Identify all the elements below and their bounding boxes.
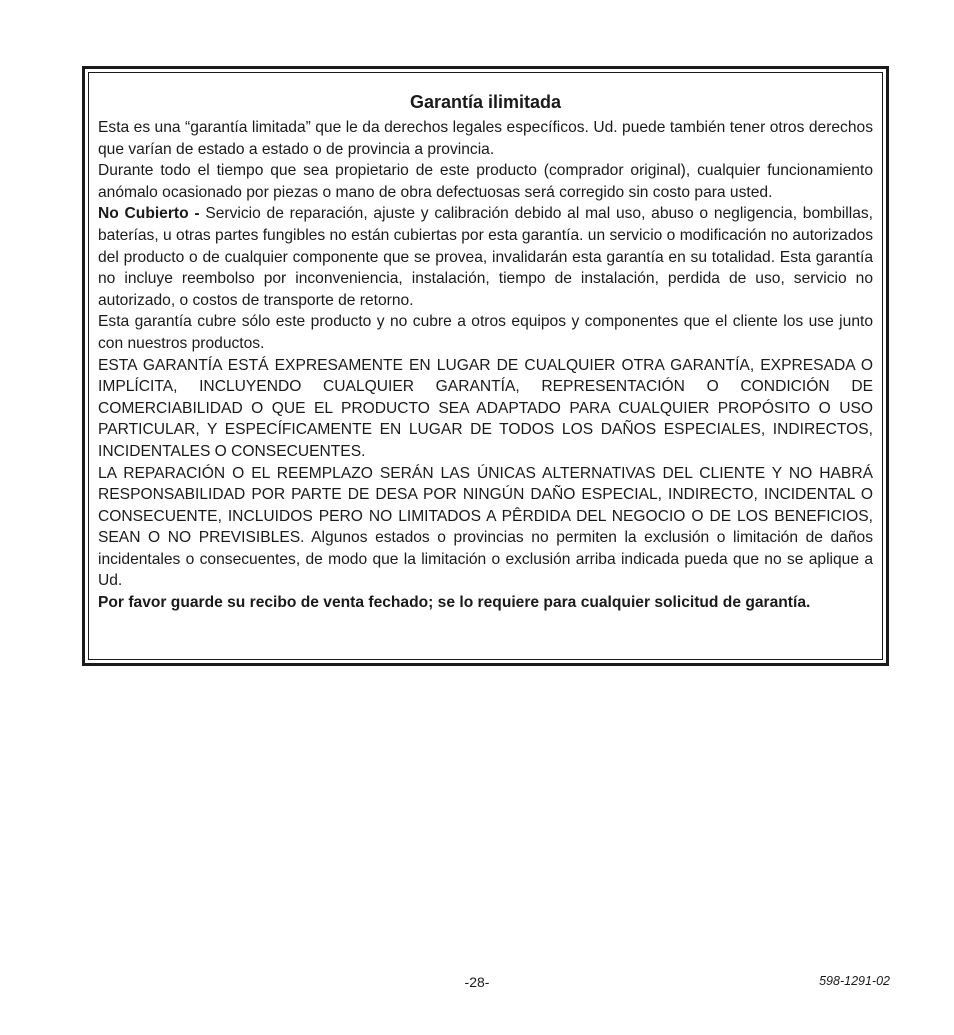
warranty-remedies: LA REPARACIÓN O EL REEMPLAZO SERÁN LAS ÚNICAS ALTERNATIVAS DEL CLIENTE Y NO HABRÁ RESPONSABILIDAD POR PARTE DE DESA POR NINGÚN DAÑO ESPECIAL, INDIRECTO, INCIDENTAL O CONSECUENTE, INCLUIDOS PERO NO LIMITADOS A PÊRDIDA DEL NEGOCIO O DE LOS BENEFICIOS, SEAN O NO PREVISIBLES. Algunos estados o provincias no permiten la exclusión o limitación de daños incidentales o consecuentes, de modo que la limitación o exclusión arriba indicada pueda que no se aplique a Ud. (98, 464, 873, 590)
warranty-exclusive: ESTA GARANTÍA ESTÁ EXPRESAMENTE EN LUGAR DE CUALQUIER OTRA GARANTÍA, EXPRESADA O IMPLÍCITA, INCLUYENDO CUALQUIER GARANTÍA, REPRESENTACIÓN O CONDICIÓN DE COMERCIABILIDAD O QUE EL PRODUCTO SEA ADAPTADO PARA CUALQUIER PROPÓSITO O USO PARTICULAR, Y ESPECÍFICAMENTE EN LUGAR DE TODOS LOS DAÑOS ESPECIALES, INDIRECTOS, INCIDENTALES O CONSECUENTES. (98, 356, 873, 460)
warranty-inner-frame (88, 72, 883, 660)
page-number: -28- (464, 974, 490, 990)
warranty-coverage: Durante todo el tiempo que sea propietario de este producto (comprador original), cualquier funcionamiento anómalo ocasionado por piezas o mano de obra defectuosas será corregido sin costo para usted. (98, 162, 873, 201)
warranty-not-covered (98, 203, 873, 311)
document-code: 598-1291-02 (819, 974, 890, 988)
warranty-title: Garantía ilimitada (409, 92, 562, 112)
not-covered-text: Servicio de reparación, ajuste y calibración debido al mal uso, abuso o negligencia, bombillas, baterías, u otras partes fungibles no están cubiertas por esta garantía. un servicio o modificación no autorizados del producto o de cualquier componente que se provea, invalidarán esta garantía en su totalidad. Esta garantía no incluye reembolso por inconveniencia, instalación, tiempo de instalación, perdida de uso, servicio no autorizado, o costos de transporte de retorno. (98, 205, 874, 309)
not-covered-label: No Cubierto - (98, 205, 200, 223)
warranty-closing: Por favor guarde su recibo de venta fechado; se lo requiere para cualquier solicitud de garantía. (98, 594, 811, 612)
warranty-box (82, 66, 889, 666)
warranty-scope: Esta garantía cubre sólo este producto y no cubre a otros equipos y componentes que el cliente los use junto con nuestros productos. (98, 313, 873, 352)
warranty-intro: Esta es una “garantía limitada” que le da derechos legales específicos. Ud. puede también tener otros derechos que varían de estado a estado o de provincia a provincia. (98, 119, 873, 158)
